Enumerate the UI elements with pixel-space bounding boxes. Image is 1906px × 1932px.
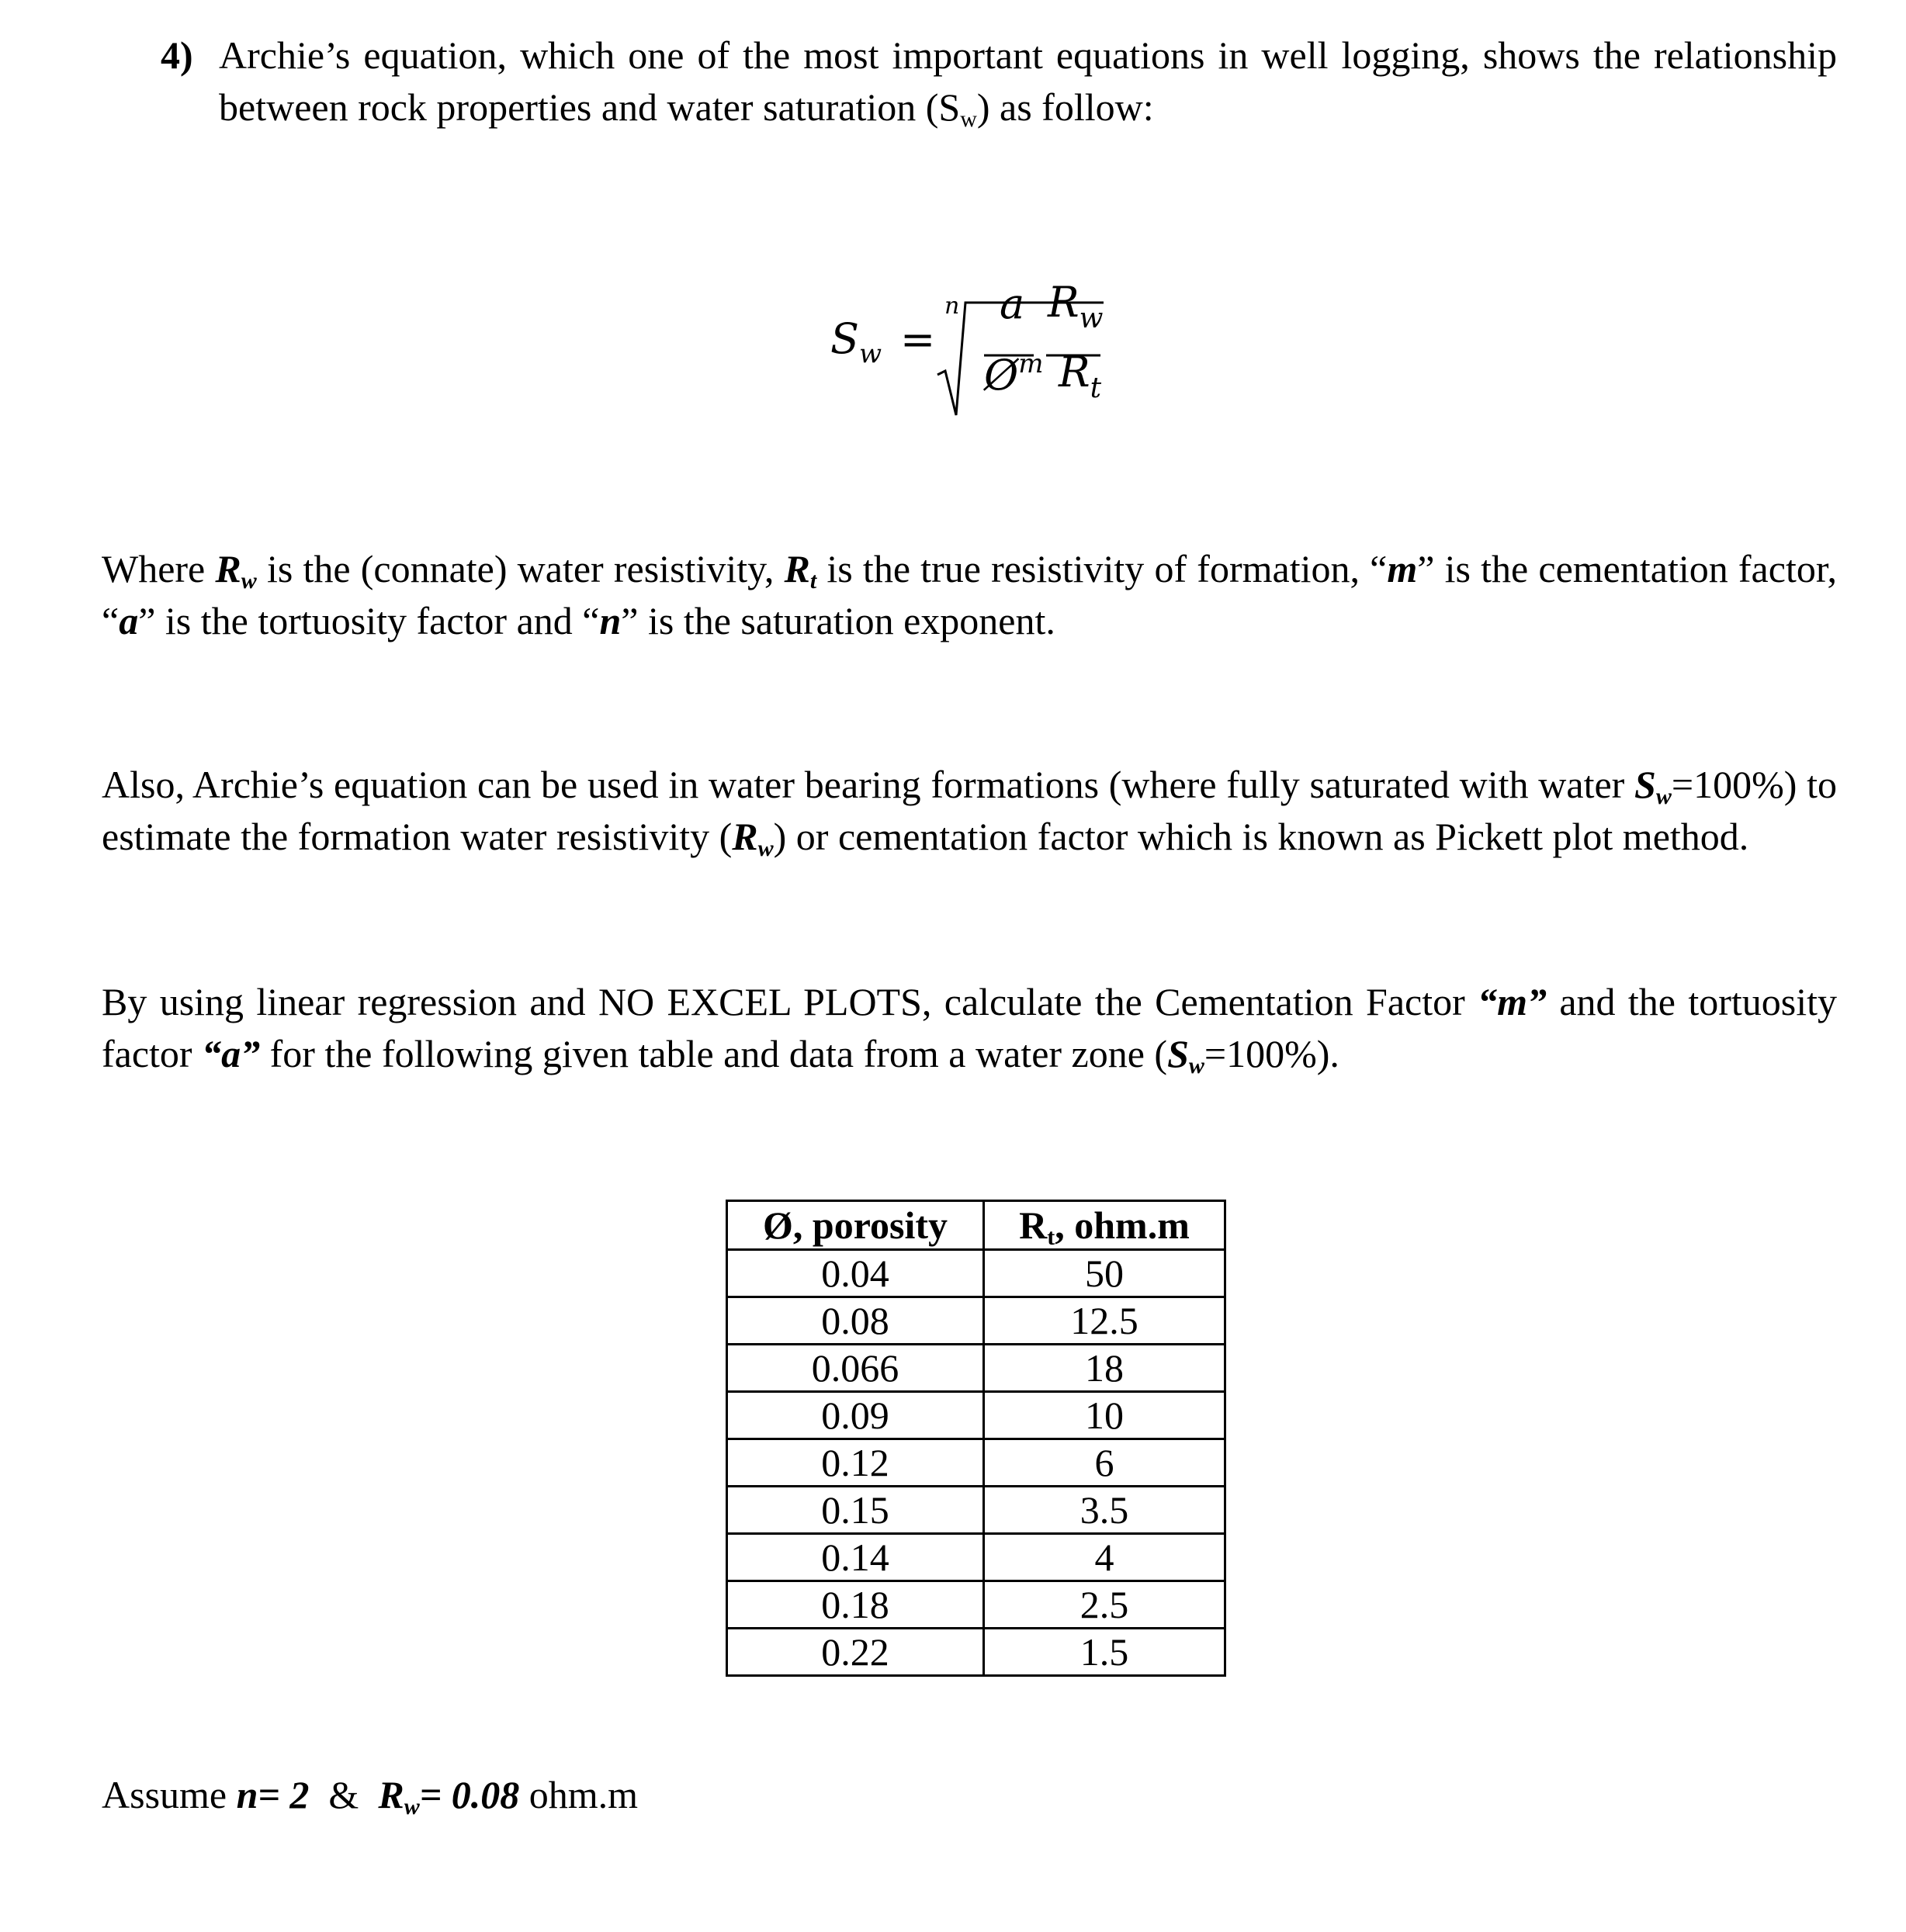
pickett-text: ) or cementation factor which is known as Pickett plot method. [773, 815, 1749, 858]
pickett-text: Also, Archie’s equation can be used in water bearing formations (where fully saturated with water [102, 763, 1635, 806]
def-text: ” is the saturation exponent. [621, 599, 1055, 642]
definitions-paragraph [102, 543, 1837, 647]
phi-symbol: Ø [984, 351, 1019, 400]
rt-cell: 18 [984, 1345, 1225, 1392]
numerator-r-subscript: w [1079, 303, 1104, 334]
sw-term [1634, 763, 1672, 809]
header-rt-symbol: R [1019, 1203, 1048, 1247]
rw-subscript: w [241, 568, 257, 594]
rt-cell: 3.5 [984, 1487, 1225, 1534]
header-porosity: Ø, porosity [727, 1201, 984, 1250]
task-text: and the tortuosity factor [102, 980, 1837, 1075]
table-row [727, 1297, 1225, 1345]
def-text: is the true resistivity of formation, “ [816, 547, 1388, 590]
assumption-line [102, 1769, 800, 1821]
sw-symbol: S [830, 314, 859, 363]
table-row [727, 1487, 1225, 1534]
porosity-cell: 0.14 [727, 1534, 984, 1581]
assumption-text: Assume [102, 1773, 237, 1816]
n-value: n= 2 [236, 1773, 310, 1816]
m-term: m [1387, 547, 1418, 590]
porosity-cell: 0.22 [727, 1629, 984, 1676]
rt-cell: 1.5 [984, 1629, 1225, 1676]
ampersand: & [309, 1773, 379, 1816]
def-text: ” is the cementation factor, “ [102, 547, 1837, 642]
table-row [727, 1581, 1225, 1629]
rw-value [378, 1773, 520, 1819]
root-index: n [944, 293, 960, 320]
n-term: n [599, 599, 622, 642]
question-number: 4) [161, 33, 193, 77]
table-row [727, 1629, 1225, 1676]
task-text: for the following given table and data from a water zone ( [260, 1032, 1168, 1075]
table-row [727, 1392, 1225, 1439]
rw-symbol: R [732, 815, 758, 858]
table-row [727, 1534, 1225, 1581]
intro-subscript: w [960, 106, 977, 132]
intro-text-end: ) as follow: [976, 85, 1154, 129]
rw-symbol: R [215, 547, 241, 590]
a-term: “a” [202, 1032, 261, 1075]
exponent-m: m [1018, 348, 1044, 379]
rw-symbol: R [378, 1773, 404, 1816]
equals-sign: = [900, 315, 936, 364]
question-intro [219, 29, 1837, 133]
denominator-phi-m [984, 348, 1044, 400]
rw-subscript: w [757, 836, 774, 861]
rw-term [732, 815, 774, 861]
rw-number: = 0.08 [419, 1773, 520, 1816]
sw-subscript: w [859, 338, 882, 369]
porosity-cell: 0.066 [727, 1345, 984, 1392]
rw-subscript: w [404, 1794, 420, 1819]
unit-text: ohm.m [519, 1773, 638, 1816]
rt-cell: 2.5 [984, 1581, 1225, 1629]
porosity-cell: 0.12 [727, 1439, 984, 1487]
header-rt [984, 1201, 1225, 1250]
porosity-cell: 0.08 [727, 1297, 984, 1345]
rt-cell: 4 [984, 1534, 1225, 1581]
table-row [727, 1439, 1225, 1487]
def-text: Where [102, 547, 216, 590]
sw-symbol: S [1167, 1032, 1189, 1075]
porosity-cell: 0.09 [727, 1392, 984, 1439]
header-rt-subscript: t [1047, 1224, 1055, 1250]
rw-term [215, 547, 257, 594]
rt-symbol: R [784, 547, 810, 590]
sw-subscript: w [1655, 784, 1672, 809]
header-rt-unit: , ohm.m [1055, 1203, 1190, 1247]
sw-symbol: S [1634, 763, 1656, 806]
rt-cell: 50 [984, 1250, 1225, 1297]
table-row [727, 1250, 1225, 1297]
porosity-resistivity-table [726, 1200, 1226, 1677]
rt-subscript: t [809, 568, 817, 594]
rt-cell: 10 [984, 1392, 1225, 1439]
rt-cell: 6 [984, 1439, 1225, 1487]
task-text: By using linear regression and NO EXCEL PLOTS, calculate the Cementation Factor [102, 980, 1478, 1023]
porosity-cell: 0.04 [727, 1250, 984, 1297]
task-text: =100%). [1204, 1032, 1339, 1075]
sw-term [1167, 1032, 1204, 1079]
numerator-r-symbol: R [1048, 278, 1079, 327]
porosity-cell: 0.15 [727, 1487, 984, 1534]
rt-cell: 12.5 [984, 1297, 1225, 1345]
intro-text: Archie’s equation, which one of the most important equations in well logging, shows the relationship between rock properties and water saturation (S [219, 33, 1837, 129]
rt-term [784, 547, 817, 594]
def-text: ” is the tortuosity factor and “ [138, 599, 600, 642]
sw-subscript: w [1188, 1053, 1204, 1079]
porosity-cell: 0.18 [727, 1581, 984, 1629]
task-paragraph [102, 976, 1837, 1080]
denominator-r-subscript: t [1090, 372, 1102, 404]
numerator-a: a [1000, 279, 1025, 328]
table-header-row [727, 1201, 1225, 1250]
pickett-paragraph [102, 759, 1837, 863]
archie-equation [815, 248, 1141, 427]
equation-lhs [830, 314, 882, 369]
table-row [727, 1345, 1225, 1392]
a-term: a [119, 599, 139, 642]
def-text: is the (connate) water resistivity, [256, 547, 785, 590]
m-term: “m” [1478, 980, 1547, 1023]
denominator-r-symbol: R [1059, 348, 1090, 396]
pickett-text: =100%) to estimate the formation water resistivity ( [102, 763, 1837, 858]
numerator-rw [1048, 278, 1104, 334]
denominator-rt [1059, 348, 1102, 404]
